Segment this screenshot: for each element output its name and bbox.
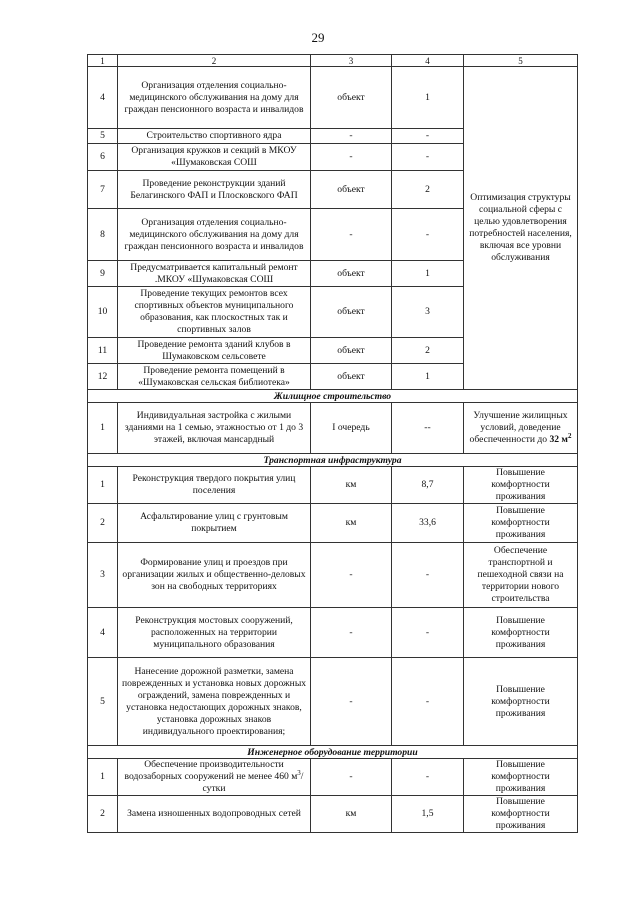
header-cell: 1 bbox=[88, 55, 118, 67]
row-quantity: - bbox=[392, 658, 464, 746]
section-header-engineering bbox=[88, 746, 578, 759]
row-number: 3 bbox=[88, 543, 118, 608]
row-number: 1 bbox=[88, 759, 118, 796]
row-name: Предусматривается капитальный ремонт .МКОУ «Шумаковская СОШ bbox=[118, 261, 311, 287]
row-number: 1 bbox=[88, 467, 118, 504]
plan-table bbox=[87, 54, 578, 833]
header-cell: 2 bbox=[118, 55, 311, 67]
row-result: Повышение комфортности проживания bbox=[464, 759, 578, 796]
row-quantity: 1 bbox=[392, 364, 464, 390]
row-result: Повышение комфортности проживания bbox=[464, 658, 578, 746]
row-result bbox=[464, 403, 578, 454]
table-row bbox=[88, 67, 578, 129]
row-name: Организация отделения социально-медицинского обслуживания на дому для граждан пенсионного возраста и инвалидов bbox=[118, 67, 311, 129]
row-number: 4 bbox=[88, 608, 118, 658]
row-unit: км bbox=[311, 504, 392, 543]
row-quantity: - bbox=[392, 608, 464, 658]
row-unit: - bbox=[311, 209, 392, 261]
row-quantity: 1,5 bbox=[392, 796, 464, 833]
row-result: Повышение комфортности проживания bbox=[464, 608, 578, 658]
row-result-sup: 2 bbox=[567, 431, 572, 440]
row-name: Реконструкция твердого покрытия улиц поселения bbox=[118, 467, 311, 504]
row-unit: км bbox=[311, 796, 392, 833]
header-cell: 3 bbox=[311, 55, 392, 67]
row-number: 5 bbox=[88, 129, 118, 144]
row-name: Замена изношенных водопроводных сетей bbox=[118, 796, 311, 833]
row-number: 2 bbox=[88, 796, 118, 833]
row-name: Строительство спортивного ядра bbox=[118, 129, 311, 144]
page-number: 29 bbox=[311, 30, 325, 45]
row-name: Организация отделения социально-медицинского обслуживания на дому для граждан пенсионного возраста и инвалидов bbox=[118, 209, 311, 261]
row-name: Нанесение дорожной разметки, замена поврежденных и установка новых дорожных ограждений, замена поврежденных и установка недостающих дорожных знаков, установка дорожных знаков индивидуального проектирования; bbox=[118, 658, 311, 746]
row-unit: - bbox=[311, 608, 392, 658]
row-name: Проведение реконструкции зданий Белагинского ФАП и Плосковского ФАП bbox=[118, 171, 311, 209]
row-name: Формирование улиц и проездов при организации жилых и общественно-деловых зон на свободных территориях bbox=[118, 543, 311, 608]
row-unit: I очередь bbox=[311, 403, 392, 454]
row-unit: объект bbox=[311, 67, 392, 129]
row-number: 10 bbox=[88, 287, 118, 338]
row-name: Реконструкция мостовых сооружений, расположенных на территории муниципального образования bbox=[118, 608, 311, 658]
row-unit: объект bbox=[311, 171, 392, 209]
row-result: Повышение комфортности проживания bbox=[464, 467, 578, 504]
row-quantity: 3 bbox=[392, 287, 464, 338]
row-result: Повышение комфортности проживания bbox=[464, 796, 578, 833]
row-unit: - bbox=[311, 129, 392, 144]
row-result: Оптимизация структуры социальной сферы с целью удовлетворения потребностей населения, включая все уровни обслуживания bbox=[464, 67, 578, 390]
row-quantity: 2 bbox=[392, 171, 464, 209]
row-quantity: - bbox=[392, 209, 464, 261]
row-result-text: Улучшение жилищных условий, доведение обеспеченности до bbox=[469, 410, 568, 445]
row-number: 8 bbox=[88, 209, 118, 261]
row-quantity: 1 bbox=[392, 67, 464, 129]
table-row bbox=[88, 467, 578, 504]
row-name: Индивидуальная застройка с жилыми зданиями на 1 семью, этажностью от 1 до 3 этажей, включая мансардный bbox=[118, 403, 311, 454]
row-number: 9 bbox=[88, 261, 118, 287]
row-unit: объект bbox=[311, 287, 392, 338]
row-quantity: -- bbox=[392, 403, 464, 454]
row-number: 2 bbox=[88, 504, 118, 543]
row-unit: объект bbox=[311, 338, 392, 364]
table-row bbox=[88, 504, 578, 543]
header-cell: 5 bbox=[464, 55, 578, 67]
row-name bbox=[118, 759, 311, 796]
table-row bbox=[88, 608, 578, 658]
table-row bbox=[88, 658, 578, 746]
row-unit: - bbox=[311, 543, 392, 608]
section-header-housing bbox=[88, 390, 578, 403]
row-result: Обеспечение транспортной и пешеходной связи на территории нового строительства bbox=[464, 543, 578, 608]
row-quantity: - bbox=[392, 144, 464, 171]
row-unit: км bbox=[311, 467, 392, 504]
row-number: 1 bbox=[88, 403, 118, 454]
row-number: 5 bbox=[88, 658, 118, 746]
row-quantity: 33,6 bbox=[392, 504, 464, 543]
row-name-text: Обеспечение производительности водозаборных сооружений не менее 460 м bbox=[124, 759, 298, 782]
row-quantity: - bbox=[392, 543, 464, 608]
row-name: Организация кружков и секций в МКОУ «Шумаковская СОШ bbox=[118, 144, 311, 171]
row-name: Проведение текущих ремонтов всех спортивных объектов муниципального образования, как плоскостных так и спортивных залов bbox=[118, 287, 311, 338]
row-name: Проведение ремонта помещений в «Шумаковская сельская библиотека» bbox=[118, 364, 311, 390]
table-header-row bbox=[88, 55, 578, 67]
row-number: 12 bbox=[88, 364, 118, 390]
row-unit: - bbox=[311, 658, 392, 746]
row-number: 7 bbox=[88, 171, 118, 209]
row-quantity: - bbox=[392, 759, 464, 796]
row-number: 6 bbox=[88, 144, 118, 171]
row-name-sup: 3 bbox=[297, 768, 301, 777]
row-unit: объект bbox=[311, 261, 392, 287]
row-result: Повышение комфортности проживания bbox=[464, 504, 578, 543]
row-quantity: - bbox=[392, 129, 464, 144]
table-row bbox=[88, 403, 578, 454]
row-number: 11 bbox=[88, 338, 118, 364]
section-title: Инженерное оборудование территории bbox=[88, 746, 578, 759]
row-unit: - bbox=[311, 144, 392, 171]
row-unit: - bbox=[311, 759, 392, 796]
table-row bbox=[88, 796, 578, 833]
row-result-value: 32 м bbox=[549, 434, 568, 445]
table-row bbox=[88, 543, 578, 608]
row-unit: объект bbox=[311, 364, 392, 390]
header-cell: 4 bbox=[392, 55, 464, 67]
section-header-transport bbox=[88, 454, 578, 467]
row-quantity: 1 bbox=[392, 261, 464, 287]
section-title: Транспортная инфраструктура bbox=[88, 454, 578, 467]
row-name: Проведение ремонта зданий клубов в Шумаковском сельсовете bbox=[118, 338, 311, 364]
row-quantity: 8,7 bbox=[392, 467, 464, 504]
table-row bbox=[88, 759, 578, 796]
section-title: Жилищное строительство bbox=[88, 390, 578, 403]
row-quantity: 2 bbox=[392, 338, 464, 364]
row-name-tail: /сутки bbox=[202, 771, 304, 794]
row-name: Асфальтирование улиц с грунтовым покрытием bbox=[118, 504, 311, 543]
row-number: 4 bbox=[88, 67, 118, 129]
